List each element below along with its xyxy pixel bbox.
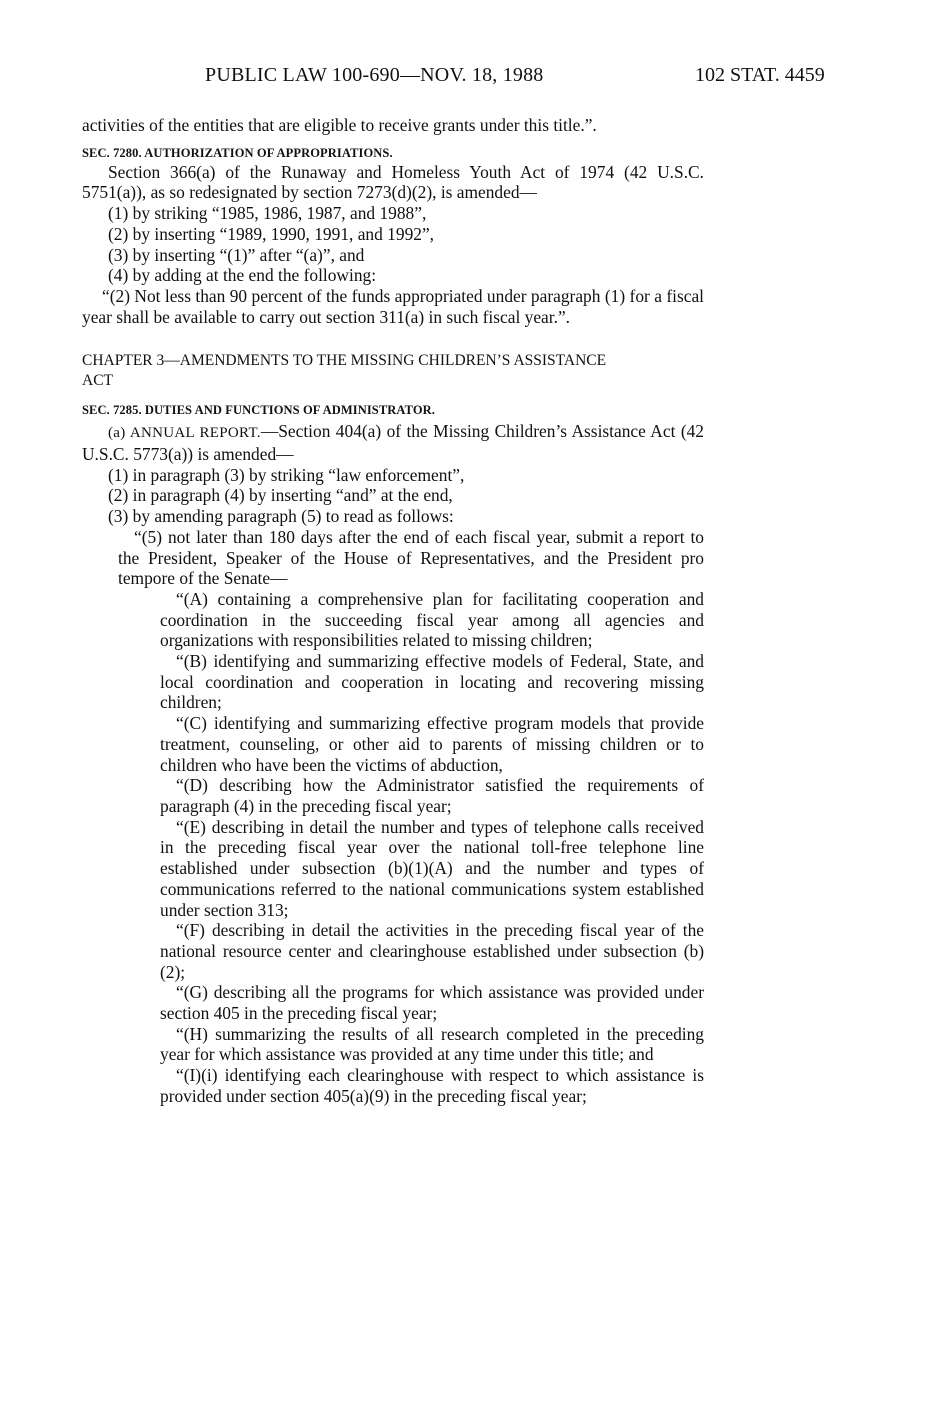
page-body: [82, 115, 704, 1107]
subparagraph-C: “(C) identifying and summarizing effective program models that provide treatment, counseling, or other aid to parents of missing children or to children who have been the victims of abduction,: [160, 713, 704, 775]
chapter-heading-line1: CHAPTER 3—AMENDMENTS TO THE MISSING CHILDREN’S ASSISTANCE: [82, 352, 607, 370]
chapter-heading: [82, 351, 704, 391]
page-title: PUBLIC LAW 100-690—NOV. 18, 1988: [205, 64, 544, 86]
amendment-item: (4) by adding at the end the following:: [108, 265, 377, 286]
continuation-paragraph: activities of the entities that are eligible to receive grants under this title.”.: [82, 115, 597, 135]
statute-page-number: 102 STAT. 4459: [695, 64, 825, 86]
quoted-paragraph-5: “(5) not later than 180 days after the end of each fiscal year, submit a report to the President, Speaker of the House of Representatives, and the President pro tempore of the Senate—: [118, 526, 704, 589]
section-7280-intro: Section 366(a) of the Runaway and Homeless Youth Act of 1974 (42 U.S.C. 5751(a)), as so redesignated by section 7273(d)(2), is amended—: [82, 161, 704, 203]
subparagraph-B: “(B) identifying and summarizing effective models of Federal, State, and local coordination and cooperation in locating and recovering missing children;: [160, 651, 704, 713]
subparagraph-H: “(H) summarizing the results of all research completed in the preceding year for which assistance was provided at any time under this title; and: [160, 1023, 704, 1065]
subparagraph-I: “(I)(i) identifying each clearinghouse with respect to which assistance is provided under section 405(a)(9) in the preceding fiscal year;: [160, 1065, 704, 1106]
amendment-item: (1) in paragraph (3) by striking “law enforcement”,: [108, 464, 465, 485]
amendment-item: (3) by inserting “(1)” after “(a)”, and: [108, 244, 365, 265]
amendment-item: (3) by amending paragraph (5) to read as follows:: [108, 506, 454, 527]
chapter-heading-line2: ACT: [82, 372, 113, 390]
amendment-item: (1) by striking “1985, 1986, 1987, and 1988”,: [108, 203, 427, 224]
quoted-paragraph: “(2) Not less than 90 percent of the funds appropriated under paragraph (1) for a fiscal year shall be available to carry out section 311(a) in such fiscal year.”.: [82, 285, 704, 327]
subsection-a-heading: (a) ANNUAL REPORT.: [108, 425, 261, 442]
amendment-item: (2) by inserting “1989, 1990, 1991, and 1992”,: [108, 223, 435, 244]
subparagraph-F: “(F) describing in detail the activities in the preceding fiscal year of the national resource center and clearinghouse established under subsection (b)(2);: [160, 920, 704, 982]
subsection-a-text: —Section 404(a) of the Missing Children’s Assistance Act (42 U.S.C. 5773(a)) is amended—: [82, 421, 704, 465]
section-heading-7285: SEC. 7285. DUTIES AND FUNCTIONS OF ADMINISTRATOR.: [82, 403, 435, 418]
subparagraph-D: “(D) describing how the Administrator satisfied the requirements of paragraph (4) in the preceding fiscal year;: [160, 775, 704, 816]
amendment-item: (2) in paragraph (4) by inserting “and” at the end,: [108, 485, 453, 506]
subparagraph-G: “(G) describing all the programs for which assistance was provided under section 405 in the preceding fiscal year;: [160, 982, 704, 1024]
subsection-a: [82, 421, 704, 464]
running-head: [0, 64, 947, 94]
section-heading-7280: SEC. 7280. AUTHORIZATION OF APPROPRIATIONS.: [82, 145, 393, 160]
subparagraph-E: “(E) describing in detail the number and types of telephone calls received in the preceding fiscal year over the national toll-free telephone line established under subsection (b)(1)(A) and the number and types of communications referred to the national communications system established under section 313;: [160, 816, 704, 920]
subparagraph-A: “(A) containing a comprehensive plan for facilitating cooperation and coordination in the succeeding fiscal year among all agencies and organizations with responsibilities related to missing children;: [160, 588, 704, 651]
